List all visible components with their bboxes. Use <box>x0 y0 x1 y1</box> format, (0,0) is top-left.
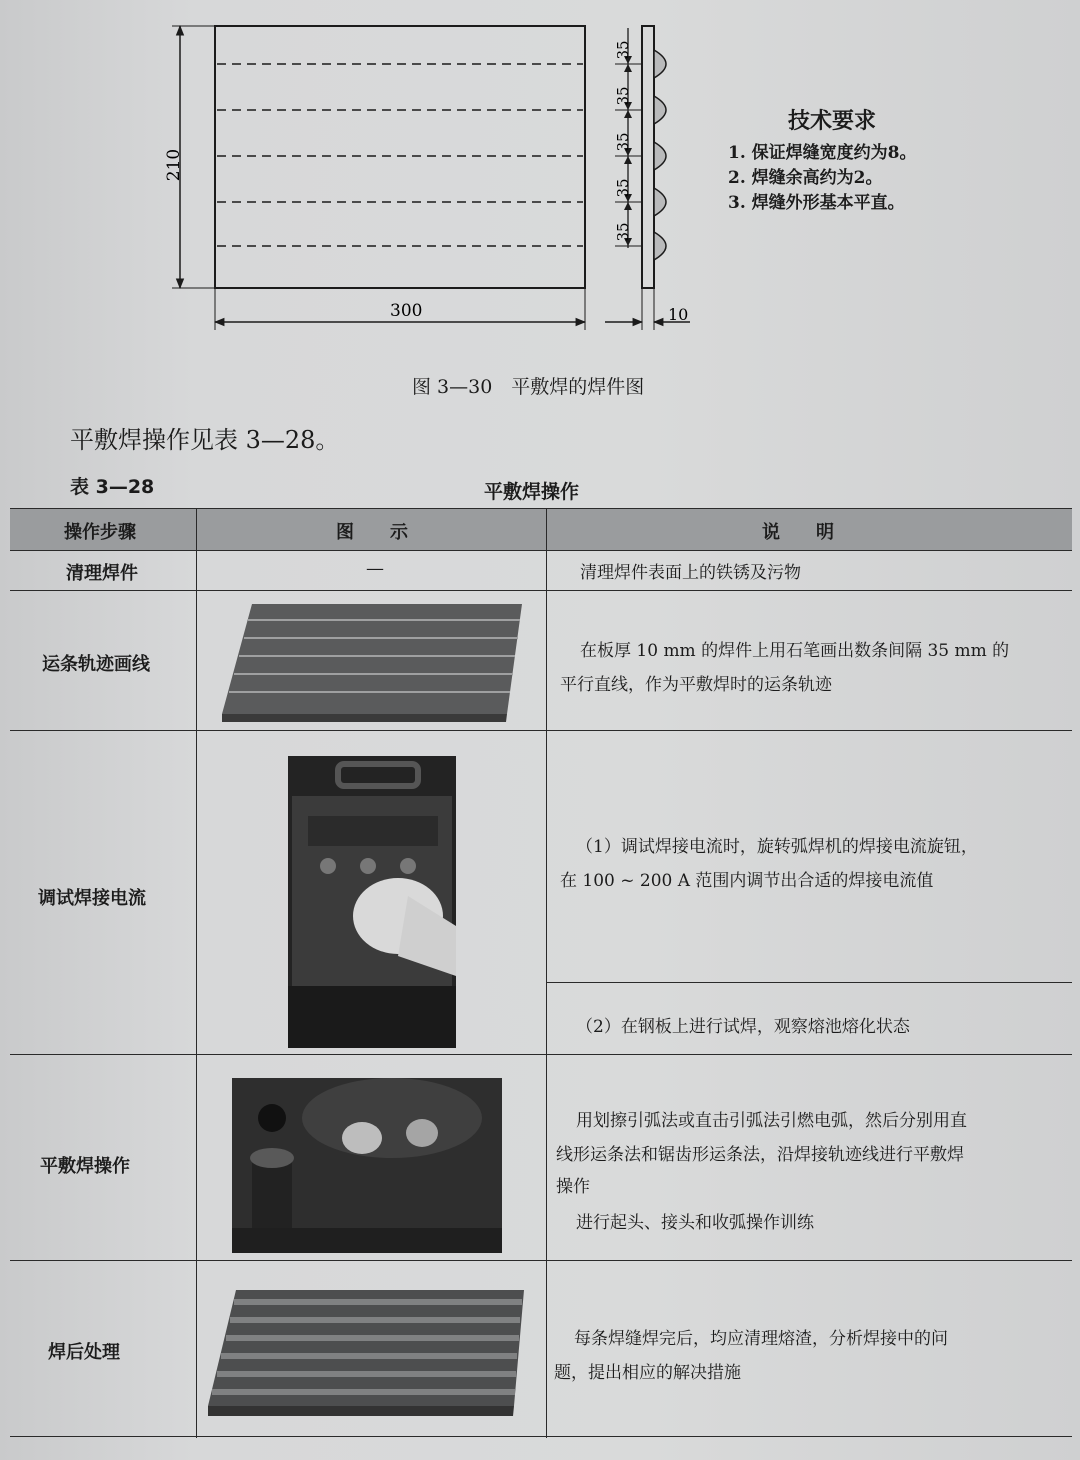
dim-thickness-label: 10 <box>668 305 689 324</box>
weld-lines <box>217 64 583 246</box>
table-rule <box>546 982 1072 983</box>
step-description: 清理焊件表面上的铁锈及污物 <box>580 563 801 583</box>
dim-spacing-label: 35 <box>614 86 632 106</box>
step-description: 进行起头、接头和收弧操作训练 <box>576 1213 814 1233</box>
step-description: 平行直线，作为平敷焊时的运条轨迹 <box>560 675 832 695</box>
welder-current-adjust-photo <box>288 756 456 1048</box>
tech-requirements-title: 技术要求 <box>788 108 877 134</box>
table-rule <box>10 1436 1072 1437</box>
table-rule <box>196 508 197 1438</box>
intro-text: 平敷焊操作见表 3—28。 <box>70 426 340 454</box>
step-description: 操作 <box>556 1177 590 1197</box>
weldment-drawing <box>150 20 710 330</box>
table-title: 平敷焊操作 <box>484 481 580 503</box>
dim-width-label: 300 <box>390 301 423 321</box>
table-rule <box>10 590 1072 591</box>
table-rule <box>10 730 1072 731</box>
table-rule <box>10 1260 1072 1261</box>
step-description: 题，提出相应的解决措施 <box>554 1363 741 1383</box>
step-description: 每条焊缝焊完后，均应清理熔渣，分析焊接中的问 <box>574 1329 948 1349</box>
side-view-plate <box>642 26 654 288</box>
step-description: 线形运条法和锯齿形运条法，沿焊接轨迹线进行平敷焊 <box>556 1145 964 1165</box>
operations-table <box>10 508 1072 1438</box>
table-rule <box>10 550 1072 551</box>
step-label: 平敷焊操作 <box>40 1156 130 1177</box>
step-description: 在 100 ~ 200 A 范围内调节出合适的焊接电流值 <box>560 871 934 891</box>
plate-outline <box>215 26 585 288</box>
step-description: 用划擦引弧法或直击引弧法引燃电弧，然后分别用直 <box>576 1111 967 1131</box>
step-description: （2）在钢板上进行试焊，观察熔池熔化状态 <box>576 1017 910 1037</box>
illustration-none: — <box>366 558 384 579</box>
plate-marked-lines-photo <box>222 604 522 724</box>
step-description: 在板厚 10 mm 的焊件上用石笔画出数条间隔 35 mm 的 <box>580 641 1010 661</box>
tech-requirement-item: 3. 焊缝外形基本平直。 <box>728 193 905 213</box>
table-number: 表 3—28 <box>70 476 155 498</box>
step-label: 运条轨迹画线 <box>42 654 150 675</box>
dim-spacing-label: 35 <box>614 222 632 242</box>
tech-requirement-item: 1. 保证焊缝宽度约为8。 <box>728 143 917 163</box>
dim-height-label: 210 <box>164 148 184 182</box>
header-step: 操作步骤 <box>64 522 136 543</box>
step-label: 焊后处理 <box>48 1342 120 1363</box>
dim-spacing-label: 35 <box>614 178 632 198</box>
tech-requirement-item: 2. 焊缝余高约为2。 <box>728 168 883 188</box>
step-description: （1）调试焊接电流时，旋转弧焊机的焊接电流旋钮， <box>576 837 978 857</box>
welding-operation-photo <box>232 1078 502 1253</box>
table-header-band <box>10 508 1072 550</box>
dim-spacing-label: 35 <box>614 40 632 60</box>
dim-spacing-label: 35 <box>614 132 632 152</box>
table-rule <box>546 508 547 1438</box>
figure-caption: 图 3—30 平敷焊的焊件图 <box>412 376 645 398</box>
table-rule <box>10 508 1072 509</box>
header-description: 说 明 <box>762 522 834 543</box>
step-label: 调试焊接电流 <box>38 888 146 909</box>
welded-plate-photo <box>208 1290 524 1420</box>
step-label: 清理焊件 <box>66 563 138 584</box>
header-illustration: 图 示 <box>336 522 408 543</box>
weld-beads <box>654 50 666 260</box>
tech-requirements <box>728 104 988 216</box>
table-rule <box>10 1054 1072 1055</box>
